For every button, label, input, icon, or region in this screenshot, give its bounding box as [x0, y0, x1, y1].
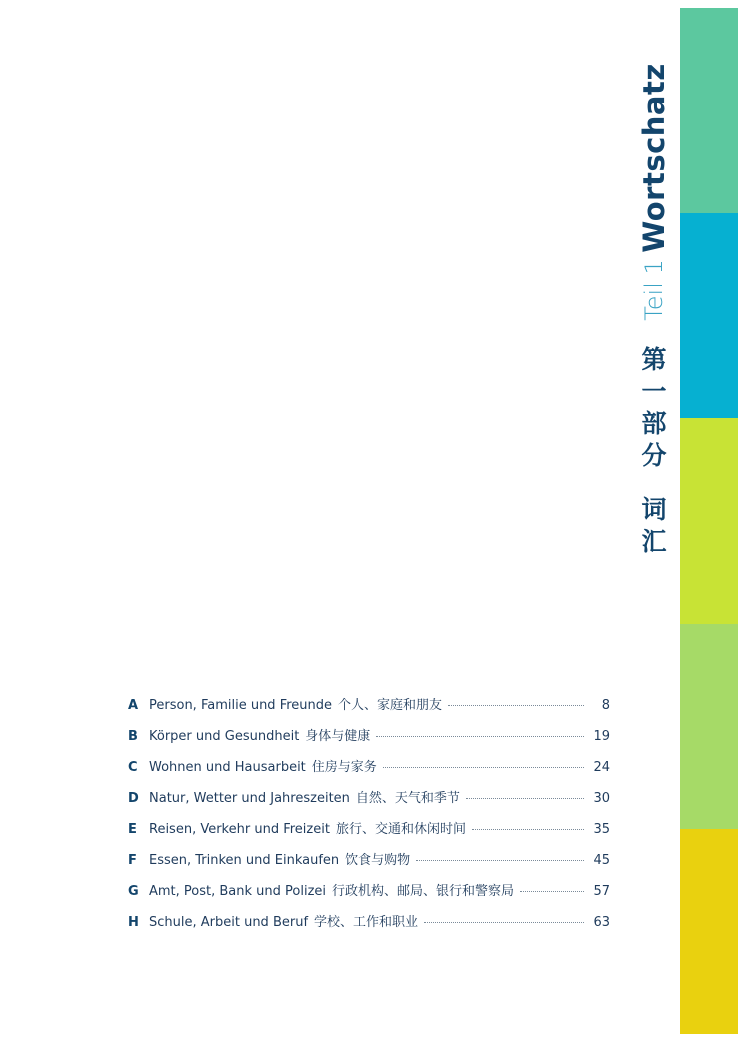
toc-title: Amt, Post, Bank und Polizei: [149, 884, 327, 899]
color-tab-strip: [680, 8, 738, 1034]
toc-entry[interactable]: [128, 818, 610, 849]
toc-page-number: 63: [593, 915, 610, 930]
heading-part-block: [636, 246, 672, 334]
toc-leader-dots: [376, 736, 584, 737]
toc-letter: F: [128, 853, 137, 868]
toc-title: Natur, Wetter und Jahreszeiten: [149, 791, 350, 806]
toc-entry[interactable]: [128, 787, 610, 818]
toc-letter: C: [128, 760, 138, 775]
toc-leader-dots: [424, 922, 584, 923]
toc-title: Reisen, Verkehr und Freizeit: [149, 822, 330, 837]
toc-leader-dots: [520, 891, 584, 892]
toc-title-cn: 饮食与购物: [345, 853, 411, 868]
toc-title-cn: 自然、天气和季节: [355, 791, 460, 806]
toc-leader-dots: [472, 829, 584, 830]
heading-title-block: [636, 63, 672, 253]
heading-cjk-char: 部: [641, 409, 667, 438]
heading-part-label: Teil 1: [640, 259, 668, 321]
tab-segment-green: [680, 8, 738, 213]
toc-title-cn: 身体与健康: [305, 729, 371, 744]
toc-title-cn: 个人、家庭和朋友: [338, 698, 443, 713]
tab-segment-light-green: [680, 624, 738, 829]
heading-cjk-char: 分: [641, 441, 667, 470]
toc-page-number: 24: [593, 760, 610, 775]
toc-letter: E: [128, 822, 137, 837]
toc-title: Person, Familie und Freunde: [149, 698, 333, 713]
toc-page-number: 45: [593, 853, 610, 868]
table-of-contents: [128, 694, 610, 942]
toc-title: Körper und Gesundheit: [149, 729, 300, 744]
toc-title-cn: 行政机构、邮局、银行和警察局: [332, 884, 515, 899]
toc-entry[interactable]: [128, 756, 610, 787]
toc-page-number: 19: [593, 729, 610, 744]
toc-letter: D: [128, 791, 139, 806]
tab-segment-yellow: [680, 829, 738, 1034]
toc-title-cn: 旅行、交通和休闲时间: [335, 822, 466, 837]
heading-cjk-char: 第: [641, 345, 667, 374]
toc-leader-dots: [383, 767, 584, 768]
toc-title-cn: 住房与家务: [311, 760, 377, 775]
heading-cjk-char: 一: [641, 377, 667, 406]
heading-cjk: [641, 344, 666, 558]
toc-letter: B: [128, 729, 138, 744]
toc-leader-dots: [416, 860, 584, 861]
heading-cjk-char: 汇: [641, 527, 667, 556]
toc-page-number: 8: [601, 698, 610, 713]
heading-title: Wortschatz: [637, 63, 671, 253]
toc-entry[interactable]: [128, 849, 610, 880]
toc-entry[interactable]: [128, 911, 610, 942]
toc-leader-dots: [448, 705, 584, 706]
toc-letter: G: [128, 884, 139, 899]
toc-title: Schule, Arbeit und Beruf: [149, 915, 309, 930]
heading-cjk-char: 词: [641, 495, 667, 524]
toc-letter: H: [128, 915, 139, 930]
toc-page-number: 57: [593, 884, 610, 899]
toc-entry[interactable]: [128, 694, 610, 725]
tab-segment-blue: [680, 213, 738, 418]
toc-entry[interactable]: [128, 880, 610, 911]
toc-entry[interactable]: [128, 725, 610, 756]
toc-leader-dots: [466, 798, 584, 799]
toc-letter: A: [128, 698, 139, 713]
section-heading: [636, 63, 672, 558]
toc-page-number: 35: [593, 822, 610, 837]
toc-title: Essen, Trinken und Einkaufen: [149, 853, 340, 868]
toc-page-number: 30: [593, 791, 610, 806]
toc-title-cn: 学校、工作和职业: [314, 915, 419, 930]
tab-segment-lime: [680, 418, 738, 623]
toc-title: Wohnen und Hausarbeit: [149, 760, 306, 775]
